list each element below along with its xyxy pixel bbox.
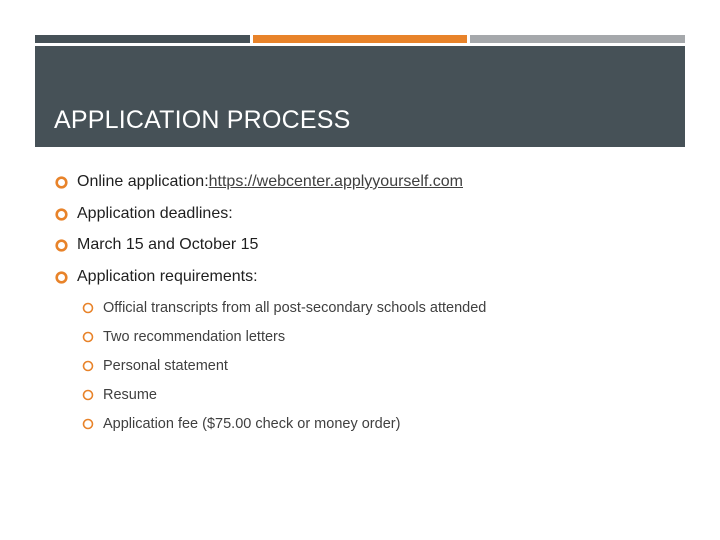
orange-ring-bullet-icon [55, 239, 68, 252]
sub-bullet-application-fee [82, 416, 400, 432]
sub-bullet-label: Application fee ($75.00 check or money order) [103, 416, 401, 432]
bullet-label: March 15 and October 15 [77, 236, 259, 253]
sub-bullet-resume [82, 387, 157, 403]
orange-ring-bullet-icon [82, 331, 94, 343]
sub-bullet-transcripts [82, 300, 486, 316]
bullet-application-deadlines [55, 205, 233, 223]
bullet-online-application [55, 173, 463, 191]
bullet-label: Application requirements: [77, 268, 258, 285]
orange-ring-bullet-icon [55, 271, 68, 284]
orange-ring-bullet-icon [82, 389, 94, 401]
sub-bullet-label: Resume [103, 387, 157, 403]
orange-ring-bullet-icon [55, 208, 68, 221]
bullet-deadline-dates [55, 236, 258, 254]
orange-ring-bullet-icon [82, 418, 94, 430]
slide-title: APPLICATION PROCESS [54, 106, 351, 134]
bullet-label: Online application: [77, 173, 209, 190]
sub-bullet-label: Personal statement [103, 358, 228, 374]
orange-ring-bullet-icon [82, 302, 94, 314]
bullet-application-requirements [55, 268, 258, 286]
orange-ring-bullet-icon [55, 176, 68, 189]
sub-bullet-personal-statement [82, 358, 228, 374]
bullet-label: Application deadlines: [77, 205, 233, 222]
sub-bullet-recommendations [82, 329, 285, 345]
sub-bullet-label: Official transcripts from all post-secondary schools attended [103, 300, 487, 316]
application-link[interactable]: https://webcenter.applyyourself.com [208, 173, 463, 190]
sub-bullet-label: Two recommendation letters [103, 329, 286, 345]
orange-ring-bullet-icon [82, 360, 94, 372]
